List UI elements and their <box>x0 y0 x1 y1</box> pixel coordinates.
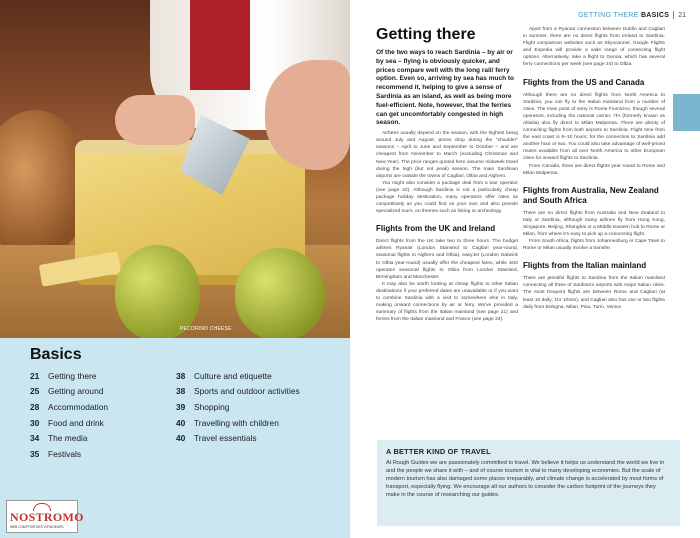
column-right <box>523 26 665 311</box>
heading-us-canada: Flights from the US and Canada <box>523 77 645 87</box>
toc-item[interactable]: 35 Festivals <box>30 448 82 459</box>
page-title: Getting there <box>376 26 476 43</box>
toc-item[interactable]: 40 Travel essentials <box>176 433 257 444</box>
toc-item[interactable]: 21 Getting there <box>30 370 97 381</box>
divider <box>673 11 674 19</box>
better-travel-box <box>377 440 680 526</box>
running-head: GETTING THERE BASICS 21 <box>578 11 686 19</box>
toc-item[interactable]: 39 Shopping <box>176 401 230 412</box>
photo-caption: PECORINO CHEESE <box>180 326 232 332</box>
nostromo-logo: NOSTROMO WEB COMPTOIR DES VOYAGEURS <box>6 500 78 533</box>
basics-title: Basics <box>30 346 82 363</box>
toc-item[interactable]: 38 Culture and etiquette <box>176 370 272 381</box>
toc-item[interactable]: 34 The media <box>30 433 88 444</box>
body-text: There are no direct flights from Australia and New Zealand to Italy or Sardinia, although many airlines fly from Hong Kong, Singapore, Beijing, Shanghai or a Middle Eastern hub to Rome or Milan, from where it's easy to pick up a connecting flight. From South Africa, flights from Johannesburg or Cape Town to Rome or Milan usually involve a transfer. <box>523 210 665 252</box>
toc-item[interactable]: 25 Getting around <box>30 386 104 397</box>
body-text: Although there are no direct flights from North America to Sardinia, you can fly to the Italian mainland from a number of cities. The main point of entry is Rome Fiumicino, though several operators, including the national carrier, ITA (formerly known as Alitalia) also fly direct to Milan Malpensa. There are plenty of connecting flights from both airports to Sardinia. Flight time from the east coast is 8–10 hours; for the connection to Sardinia add another hour or two. You could also take advantage of well-priced routes available from all over North America to other European cities for onward flights to Sardinia. From Canada, there are direct flights year round to Rome and Milan Malpensa. <box>523 92 665 176</box>
section-tab <box>673 94 700 131</box>
page-number: 21 <box>678 11 686 19</box>
toc-item[interactable]: 28 Accommodation <box>30 401 109 412</box>
intro-text: Of the two ways to reach Sardinia – by air or by sea – flying is obviously quicker, and prices compare well with the long rail/ ferry option. Even so, arriving by sea has much to recommend it, helping to give a sense of Sardinia as an island, as well as being more fuel-efficient. Note, however, that the ferries can get uncomfortably congested in high season. <box>376 49 514 127</box>
toc-item[interactable]: 38 Sports and outdoor activities <box>176 386 300 397</box>
body-text: Airfares usually depend on the season, with the highest being around July and August; prices drop during the "shoulder" seasons – April to June and September to October – and are cheapest from November to March (excluding Christmas and New Year). The price ranges quoted here assume midweek travel during the high (but not peak) season. The main Sardinian airports are outside the towns of Cagliari, Olbia and Alghero. You might also consider a package deal from a tour operator (see page 22). Although Sardinia is not a particularly cheap package holiday destination, many operators offer rates as competitively as you could find on your own and also provide specialized tours, on themes such as hiking or archeology. <box>376 131 518 215</box>
toc-column-1 <box>30 368 108 462</box>
body-text: Direct flights from the UK take two to three hours. The budget airlines Ryanair (London Stansted to Cagliari year-round, seasonal flights to Alghero and Olbia), easyJet (London Gatwick to Olbia year-round) usually offer the cheapest fares, while Jet2 operates seasonal flights to Olbia from London Stansted, Birmingham and Manchester. It may also be worth looking at cheap flights to other Italian destinations if your preferred dates are unavailable or if you want to combine Sardinia with a visit to somewhere else in Italy, making onward connections by air or ferry. We've provided a summary of flights from the Italian mainland (see page 21) and ferries from the Italian mainland and France (see page 23). <box>376 239 518 323</box>
basics-contents-panel <box>0 338 350 538</box>
toc-column-2 <box>176 368 300 446</box>
toc-item[interactable]: 30 Food and drink <box>30 417 104 428</box>
box-text: At Rough Guides we are passionately committed to travel. We believe it helps us understand the world we live in and the people we share it with – and of course tourism is vital to many developing economies. But the scale of modern tourism has also damaged some places irreparably, and climate change is accelerated by most forms of transport, especially flying. We encourage all our authors to consider the carbon footprint of the journeys they make in the course of researching our guides. <box>386 460 665 499</box>
column-left <box>376 26 518 323</box>
heading-italian-mainland: Flights from the Italian mainland <box>523 261 647 271</box>
body-text: Apart from a Ryanair connection between Dublin and Cagliari in summer, there are no direct flights from Ireland to Sardinia. Flight comparison websites such as Skyscanner, Google Flights and Expedia will provide a wide range of connecting flight options. Alternatively, take a flight to Genoa, which has several ferry connections per week (see page 24) to Olbia. <box>523 27 665 68</box>
heading-australia-nz-sa: Flights from Australia, New Zealand and South Africa <box>523 185 659 205</box>
body-text: There are plentiful flights to Sardinia from the Italian mainland connecting all three of Sardinia's airports with major Italian cities. The most frequent flights are between Rome and Cagliari (at least 10 daily; 1hr 10min), and Cagliari also has one or two flights daily from Bologna, Milan, Pisa, Turin, Venice <box>523 276 665 310</box>
box-title: A BETTER KIND OF TRAVEL <box>386 447 491 456</box>
heading-uk-ireland: Flights from the UK and Ireland <box>376 224 496 234</box>
toc-item[interactable]: 40 Travelling with children <box>176 417 279 428</box>
pecorino-cheese-photo <box>0 0 350 338</box>
